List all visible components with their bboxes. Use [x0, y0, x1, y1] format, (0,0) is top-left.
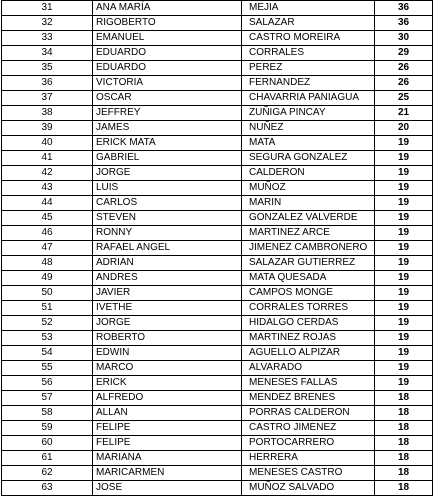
table-row	[2, 16, 433, 31]
results-table	[1, 0, 433, 496]
row-number-cell: 62	[2, 466, 93, 481]
first-name-cell: ROBERTO	[93, 331, 242, 346]
score-cell: 19	[375, 301, 433, 316]
table-row	[2, 76, 433, 91]
score-cell: 19	[375, 376, 433, 391]
table-row	[2, 481, 433, 496]
score-cell: 18	[375, 406, 433, 421]
last-name-cell: MATA	[242, 136, 375, 151]
first-name-cell: JEFFREY	[93, 106, 242, 121]
last-name-cell: HIDALGO CERDAS	[242, 316, 375, 331]
row-number-cell: 31	[2, 1, 93, 16]
row-number-cell: 48	[2, 256, 93, 271]
table-row	[2, 286, 433, 301]
score-cell: 19	[375, 271, 433, 286]
first-name-cell: STEVEN	[93, 211, 242, 226]
first-name-cell: MARICARMEN	[93, 466, 242, 481]
table-row	[2, 271, 433, 286]
last-name-cell: PEREZ	[242, 61, 375, 76]
last-name-cell: CAMPOS MONGE	[242, 286, 375, 301]
score-cell: 21	[375, 106, 433, 121]
first-name-cell: EDUARDO	[93, 61, 242, 76]
row-number-cell: 35	[2, 61, 93, 76]
last-name-cell: PORRAS CALDERON	[242, 406, 375, 421]
last-name-cell: FERNANDEZ	[242, 76, 375, 91]
score-cell: 18	[375, 481, 433, 496]
row-number-cell: 51	[2, 301, 93, 316]
row-number-cell: 39	[2, 121, 93, 136]
score-cell: 19	[375, 241, 433, 256]
row-number-cell: 50	[2, 286, 93, 301]
table-row	[2, 451, 433, 466]
last-name-cell: AGUELLO ALPIZAR	[242, 346, 375, 361]
table-row	[2, 256, 433, 271]
table-row	[2, 331, 433, 346]
table-row	[2, 436, 433, 451]
score-cell: 19	[375, 226, 433, 241]
table-row	[2, 361, 433, 376]
last-name-cell: CALDERON	[242, 166, 375, 181]
table-row	[2, 211, 433, 226]
table-row	[2, 106, 433, 121]
first-name-cell: JORGE	[93, 166, 242, 181]
row-number-cell: 52	[2, 316, 93, 331]
row-number-cell: 46	[2, 226, 93, 241]
row-number-cell: 37	[2, 91, 93, 106]
table-row	[2, 121, 433, 136]
last-name-cell: MENESES CASTRO	[242, 466, 375, 481]
last-name-cell: CASTRO JIMENEZ	[242, 421, 375, 436]
table-row	[2, 181, 433, 196]
score-cell: 25	[375, 91, 433, 106]
score-cell: 36	[375, 16, 433, 31]
first-name-cell: ANA MARÍA	[93, 1, 242, 16]
first-name-cell: JAVIER	[93, 286, 242, 301]
table-row	[2, 151, 433, 166]
row-number-cell: 44	[2, 196, 93, 211]
table-row	[2, 301, 433, 316]
score-cell: 19	[375, 166, 433, 181]
first-name-cell: EMANUEL	[93, 31, 242, 46]
last-name-cell: GONZALEZ VALVERDE	[242, 211, 375, 226]
last-name-cell: MENDEZ BRENES	[242, 391, 375, 406]
row-number-cell: 32	[2, 16, 93, 31]
row-number-cell: 63	[2, 481, 93, 496]
score-cell: 19	[375, 286, 433, 301]
first-name-cell: FELIPE	[93, 436, 242, 451]
last-name-cell: SEGURA GONZALEZ	[242, 151, 375, 166]
table-row	[2, 196, 433, 211]
row-number-cell: 61	[2, 451, 93, 466]
last-name-cell: MEJIA	[242, 1, 375, 16]
table-row	[2, 241, 433, 256]
table-row	[2, 46, 433, 61]
last-name-cell: MUÑOZ SALVADO	[242, 481, 375, 496]
first-name-cell: ERICK MATA	[93, 136, 242, 151]
last-name-cell: MARIN	[242, 196, 375, 211]
first-name-cell: FELIPE	[93, 421, 242, 436]
first-name-cell: ANDRES	[93, 271, 242, 286]
first-name-cell: RIGOBERTO	[93, 16, 242, 31]
last-name-cell: SALAZAR GUTIERREZ	[242, 256, 375, 271]
first-name-cell: LUIS	[93, 181, 242, 196]
first-name-cell: JOSE	[93, 481, 242, 496]
row-number-cell: 43	[2, 181, 93, 196]
last-name-cell: HERRERA	[242, 451, 375, 466]
score-cell: 18	[375, 436, 433, 451]
score-cell: 19	[375, 361, 433, 376]
table-row	[2, 61, 433, 76]
row-number-cell: 60	[2, 436, 93, 451]
row-number-cell: 55	[2, 361, 93, 376]
first-name-cell: ERICK	[93, 376, 242, 391]
row-number-cell: 40	[2, 136, 93, 151]
table-row	[2, 31, 433, 46]
score-cell: 19	[375, 331, 433, 346]
table-row	[2, 421, 433, 436]
row-number-cell: 42	[2, 166, 93, 181]
first-name-cell: EDUARDO	[93, 46, 242, 61]
row-number-cell: 58	[2, 406, 93, 421]
first-name-cell: RAFAEL ANGEL	[93, 241, 242, 256]
table-row	[2, 376, 433, 391]
first-name-cell: CARLOS	[93, 196, 242, 211]
first-name-cell: ALLAN	[93, 406, 242, 421]
table-row	[2, 316, 433, 331]
score-cell: 26	[375, 61, 433, 76]
last-name-cell: ZUÑIGA PINCAY	[242, 106, 375, 121]
score-cell: 18	[375, 391, 433, 406]
row-number-cell: 59	[2, 421, 93, 436]
first-name-cell: ADRIAN	[93, 256, 242, 271]
first-name-cell: MARCO	[93, 361, 242, 376]
score-cell: 30	[375, 31, 433, 46]
last-name-cell: PORTOCARRERO	[242, 436, 375, 451]
score-cell: 19	[375, 346, 433, 361]
row-number-cell: 38	[2, 106, 93, 121]
table-row	[2, 406, 433, 421]
row-number-cell: 47	[2, 241, 93, 256]
row-number-cell: 41	[2, 151, 93, 166]
first-name-cell: VICTORIA	[93, 76, 242, 91]
table-row	[2, 466, 433, 481]
first-name-cell: ALFREDO	[93, 391, 242, 406]
first-name-cell: JAMES	[93, 121, 242, 136]
row-number-cell: 45	[2, 211, 93, 226]
table-row	[2, 346, 433, 361]
last-name-cell: ALVARADO	[242, 361, 375, 376]
table-row	[2, 226, 433, 241]
first-name-cell: IVETHE	[93, 301, 242, 316]
last-name-cell: CORRALES	[242, 46, 375, 61]
score-cell: 18	[375, 466, 433, 481]
last-name-cell: CASTRO MOREIRA	[242, 31, 375, 46]
score-cell: 19	[375, 196, 433, 211]
row-number-cell: 54	[2, 346, 93, 361]
row-number-cell: 53	[2, 331, 93, 346]
results-table-body	[2, 1, 433, 496]
last-name-cell: SALAZAR	[242, 16, 375, 31]
score-cell: 19	[375, 136, 433, 151]
score-cell: 18	[375, 451, 433, 466]
first-name-cell: EDWIN	[93, 346, 242, 361]
last-name-cell: MARTINEZ ARCE	[242, 226, 375, 241]
score-cell: 36	[375, 1, 433, 16]
last-name-cell: CORRALES TORRES	[242, 301, 375, 316]
last-name-cell: NUÑEZ	[242, 121, 375, 136]
last-name-cell: MARTINEZ ROJAS	[242, 331, 375, 346]
row-number-cell: 36	[2, 76, 93, 91]
score-cell: 18	[375, 421, 433, 436]
score-cell: 26	[375, 76, 433, 91]
row-number-cell: 56	[2, 376, 93, 391]
row-number-cell: 34	[2, 46, 93, 61]
row-number-cell: 33	[2, 31, 93, 46]
score-cell: 19	[375, 316, 433, 331]
last-name-cell: CHAVARRIA PANIAGUA	[242, 91, 375, 106]
first-name-cell: MARIANA	[93, 451, 242, 466]
score-cell: 19	[375, 181, 433, 196]
score-cell: 20	[375, 121, 433, 136]
table-row	[2, 166, 433, 181]
first-name-cell: GABRIEL	[93, 151, 242, 166]
last-name-cell: MUÑOZ	[242, 181, 375, 196]
table-row	[2, 91, 433, 106]
row-number-cell: 49	[2, 271, 93, 286]
score-cell: 29	[375, 46, 433, 61]
last-name-cell: MENESES FALLAS	[242, 376, 375, 391]
row-number-cell: 57	[2, 391, 93, 406]
table-row	[2, 1, 433, 16]
table-row	[2, 136, 433, 151]
score-cell: 19	[375, 211, 433, 226]
score-cell: 19	[375, 256, 433, 271]
score-cell: 19	[375, 151, 433, 166]
last-name-cell: JIMENEZ CAMBRONERO	[242, 241, 375, 256]
first-name-cell: OSCAR	[93, 91, 242, 106]
first-name-cell: RONNY	[93, 226, 242, 241]
last-name-cell: MATA QUESADA	[242, 271, 375, 286]
first-name-cell: JORGE	[93, 316, 242, 331]
table-row	[2, 391, 433, 406]
